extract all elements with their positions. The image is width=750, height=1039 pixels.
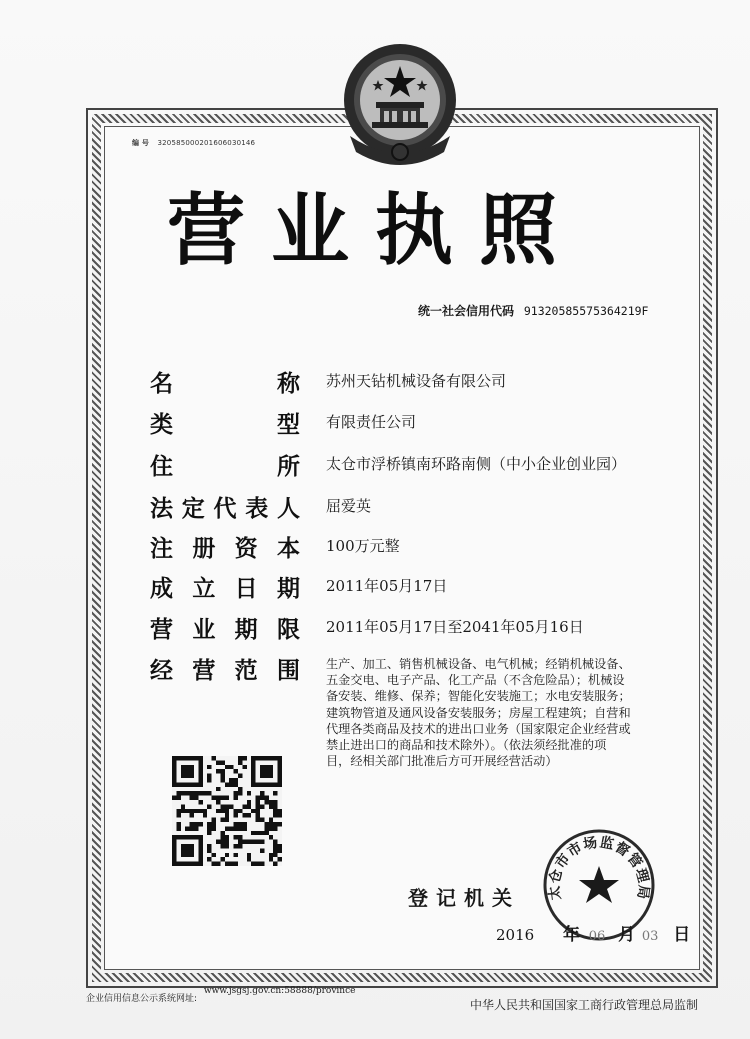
field-label-char: 业 (192, 616, 216, 643)
field-label-char: 围 (276, 657, 300, 684)
day-char: 日 (673, 925, 691, 945)
field-label-char: 册 (192, 535, 216, 562)
page-title: 营业执照 (166, 186, 583, 276)
business-scope-text (326, 656, 686, 769)
field-value: 屈爱英 (326, 497, 372, 515)
field-label (150, 612, 300, 642)
field-address (150, 449, 710, 479)
scope-line: 目，经相关部门批准后方可开展经营活动） (326, 754, 558, 769)
qr-finder-square (260, 765, 273, 778)
field-label-char: 期 (234, 616, 258, 643)
scope-line: 备安装、维修、保养；智能化安装施工；水电安装服务； (326, 689, 631, 704)
field-registered-capital (150, 531, 710, 561)
field-label-char: 表 (245, 495, 269, 522)
registration-number-label: 编 号 (132, 139, 150, 147)
field-label (150, 407, 300, 437)
field-label-char: 名 (150, 370, 173, 397)
field-type (150, 407, 710, 437)
scope-line: 代理各类商品及技术的进出口业务（国家限定企业经营或 (326, 721, 631, 736)
field-value: 2011年05月17日至2041年05月16日 (326, 618, 584, 636)
field-label-char: 成 (150, 575, 173, 602)
scope-line: 五金交电、电子产品、化工产品（不含危险品）；机械设 (326, 673, 625, 688)
issue-year: 2016 (496, 926, 535, 944)
national-emblem-icon (336, 40, 464, 172)
field-label (150, 491, 300, 521)
footer-supervisor: 中华人民共和国国家工商行政管理总局监制 (470, 998, 699, 1012)
qr-finder-square (181, 844, 194, 857)
issue-day: 03 (641, 929, 659, 944)
field-label-char: 限 (276, 616, 300, 643)
field-label-char: 法 (150, 495, 173, 522)
field-label-char: 本 (276, 535, 300, 562)
field-value: 100万元整 (326, 537, 400, 555)
field-label-char: 定 (181, 495, 205, 522)
registration-number (132, 138, 255, 148)
field-label-char: 立 (192, 575, 216, 602)
month-char: 月 (618, 925, 636, 945)
field-established-date (150, 571, 710, 601)
field-label-char: 所 (277, 453, 300, 480)
footer-website (86, 986, 356, 1004)
issue-date (496, 920, 690, 945)
field-value: 有限责任公司 (326, 413, 417, 431)
field-label-char: 营 (150, 616, 173, 643)
field-label (150, 449, 300, 479)
qr-finder-square (181, 765, 194, 778)
field-business-term (150, 612, 710, 642)
credit-code-value: 91320585575364219F (523, 304, 649, 318)
field-label (150, 653, 300, 683)
field-label-char: 期 (276, 575, 300, 602)
footer-website-label: 企业信用信息公示系统网址: (86, 994, 198, 1004)
field-value: 太仓市浮桥镇南环路南侧（中小企业创业园） (326, 455, 627, 473)
footer-website-url[interactable]: www.jsgsj.gov.cn:58888/province (203, 986, 356, 996)
scope-line: 禁止进出口的商品和技术除外）。（依法须经批准的项 (326, 738, 607, 753)
qr-code[interactable] (172, 756, 282, 866)
field-label-char: 住 (150, 453, 173, 480)
field-label-char: 称 (277, 370, 300, 397)
field-legal-representative (150, 491, 710, 521)
field-name (150, 366, 710, 396)
credit-code-label: 统一社会信用代码 (418, 304, 515, 318)
field-label-char: 代 (213, 495, 237, 522)
field-label-char: 经 (150, 657, 173, 684)
field-label (150, 531, 300, 561)
issue-month: 06 (588, 929, 606, 944)
field-label-char: 日 (234, 575, 258, 602)
seal-text: 太仓市市场监督管理局 (546, 834, 652, 901)
field-label-char: 资 (234, 535, 258, 562)
field-label-char: 注 (150, 535, 173, 562)
field-label-char: 营 (192, 657, 216, 684)
registration-authority-label: 登记机关 (408, 886, 520, 910)
field-label-char: 型 (277, 411, 300, 438)
registration-number-value: 320585000201606030146 (157, 139, 256, 147)
field-label (150, 366, 300, 396)
field-label (150, 571, 300, 601)
credit-code (418, 302, 648, 319)
year-char: 年 (562, 925, 580, 945)
field-label-char: 范 (234, 657, 258, 684)
scope-line: 生产、加工、销售机械设备、电气机械；经销机械设备、 (326, 657, 631, 671)
field-label-char: 人 (277, 495, 300, 522)
scope-line: 建筑物管道及通风设备安装服务；房屋工程建筑；自营和 (326, 705, 631, 720)
field-label-char: 类 (150, 411, 173, 438)
field-value: 苏州天钻机械设备有限公司 (326, 372, 507, 390)
field-value: 2011年05月17日 (326, 577, 448, 595)
